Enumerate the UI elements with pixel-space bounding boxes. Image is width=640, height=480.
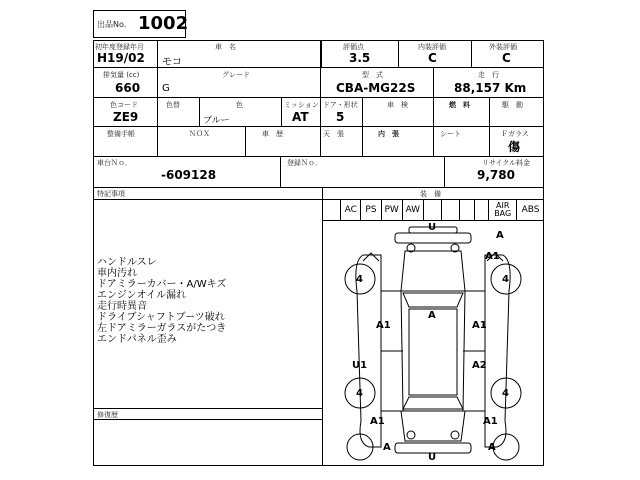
equipment-cell: PW bbox=[382, 199, 403, 220]
mission-label: ミッション bbox=[284, 101, 319, 109]
note-item: 左ドアミラーガラスがたつき bbox=[97, 323, 227, 334]
note-item: 走行時異音 bbox=[97, 301, 147, 312]
equipment-row bbox=[322, 199, 544, 220]
chassis-label: 車台Ｎｏ． bbox=[97, 159, 132, 167]
mileage-value: 88,157 Km bbox=[454, 81, 527, 95]
mileage-label: 走 行 bbox=[478, 71, 499, 79]
mission-value: AT bbox=[292, 110, 309, 124]
doors-value: 5 bbox=[336, 110, 345, 124]
seat-label: シート bbox=[440, 130, 461, 138]
grade-value: G bbox=[162, 83, 170, 94]
mark-rear-right-a: A bbox=[488, 442, 496, 453]
nox-label: ＮＯＸ bbox=[189, 130, 210, 138]
year-value: H19/02 bbox=[97, 51, 145, 65]
mark-rear-left-a: A bbox=[383, 442, 391, 453]
note-item: ドライブシャフトブーツ破れ bbox=[97, 312, 225, 323]
reg-label: 登録Ｎｏ． bbox=[287, 159, 322, 167]
mark-tire-rl: 4 bbox=[356, 388, 363, 399]
note-item: 車内汚れ bbox=[97, 268, 137, 279]
year-label: 初年度登録年月 bbox=[95, 43, 144, 51]
equipment-cell: AC bbox=[341, 199, 361, 220]
mark-right-rear: A2 bbox=[472, 360, 487, 371]
car-name-value: モコ bbox=[162, 57, 182, 68]
interior-trim-label: 内 張 bbox=[378, 130, 399, 138]
repair-history-label: 修復歴 bbox=[97, 411, 118, 419]
notes-list bbox=[97, 257, 226, 345]
score-value: 3.5 bbox=[349, 51, 371, 65]
color-change-label: 色替 bbox=[166, 101, 180, 109]
equipment-cell: PS bbox=[361, 199, 381, 220]
equipment-cell: AW bbox=[403, 199, 424, 220]
car-name-label: 車 名 bbox=[215, 43, 236, 51]
exterior-eval-value: C bbox=[502, 51, 511, 65]
lot-label: 出品No． bbox=[97, 20, 132, 29]
notes-label: 特記事項 bbox=[97, 190, 125, 198]
mark-rear-right-a1: A1 bbox=[483, 416, 498, 427]
drive-label: 駆 動 bbox=[502, 101, 523, 109]
note-item: ドアミラーカバー・A/Wキズ bbox=[97, 279, 227, 290]
mark-left-rear: U1 bbox=[352, 360, 368, 371]
doors-label: ドア・形状 bbox=[323, 101, 358, 109]
lot-box bbox=[93, 10, 189, 38]
model-label: 型 式 bbox=[362, 71, 383, 79]
mark-front: U bbox=[428, 222, 437, 233]
mark-roof: A bbox=[428, 310, 436, 321]
displacement-value: 660 bbox=[115, 81, 141, 95]
equipment-cell bbox=[475, 199, 489, 220]
exterior-eval-label: 外装評価 bbox=[489, 43, 517, 51]
recycle-label: リサイクル料金 bbox=[482, 159, 531, 167]
color-value: ブルー bbox=[203, 116, 230, 126]
color-code-value: ZE9 bbox=[113, 110, 139, 124]
color-code-label: 色コード bbox=[110, 101, 138, 109]
displacement-label: 排気量 (cc) bbox=[103, 71, 140, 79]
roof-label: 天 張 bbox=[323, 130, 344, 138]
inspection-label: 車 検 bbox=[387, 101, 408, 109]
fglass-label: Ｆガラス bbox=[501, 130, 529, 138]
equipment-cell bbox=[322, 199, 341, 220]
equipment-cell: AIR BAG bbox=[489, 199, 517, 220]
equipment-cell bbox=[460, 199, 474, 220]
note-item: エンジンオイル漏れ bbox=[97, 290, 186, 301]
grade-label: グレード bbox=[222, 71, 250, 79]
manual-label: 整備手帳 bbox=[107, 130, 135, 138]
score-label: 評価点 bbox=[343, 43, 364, 51]
equipment-cell bbox=[424, 199, 442, 220]
mark-right-mid: A1 bbox=[472, 320, 487, 331]
mark-rear: U bbox=[428, 452, 437, 463]
mark-front-right: A bbox=[496, 230, 504, 241]
mark-right-front: A1 bbox=[485, 251, 500, 262]
lot-number: 1002 bbox=[138, 13, 189, 34]
color-label: 色 bbox=[236, 101, 243, 109]
mark-tire-rr: 4 bbox=[502, 388, 509, 399]
equipment-label: 装 備 bbox=[420, 190, 441, 198]
mark-rear-left-a1: A1 bbox=[370, 416, 385, 427]
note-item: ハンドルスレ bbox=[97, 257, 157, 268]
chassis-value: -609128 bbox=[161, 168, 217, 182]
mark-tire-fl: 4 bbox=[356, 274, 363, 285]
note-item: エンドパネル歪み bbox=[97, 334, 177, 345]
interior-eval-label: 内装評価 bbox=[418, 43, 446, 51]
mark-tire-fr: 4 bbox=[502, 274, 509, 285]
history-label: 車 歴 bbox=[262, 130, 283, 138]
recycle-value: 9,780 bbox=[477, 168, 515, 182]
car-diagram bbox=[323, 221, 543, 466]
mark-left-mid: A1 bbox=[376, 320, 391, 331]
fuel-label: 燃 料 bbox=[449, 101, 470, 109]
equipment-cell: ABS bbox=[521, 204, 540, 215]
equipment-cell bbox=[442, 199, 460, 220]
fglass-value: 傷 bbox=[508, 140, 521, 154]
interior-eval-value: C bbox=[428, 51, 437, 65]
model-value: CBA-MG22S bbox=[336, 81, 416, 95]
